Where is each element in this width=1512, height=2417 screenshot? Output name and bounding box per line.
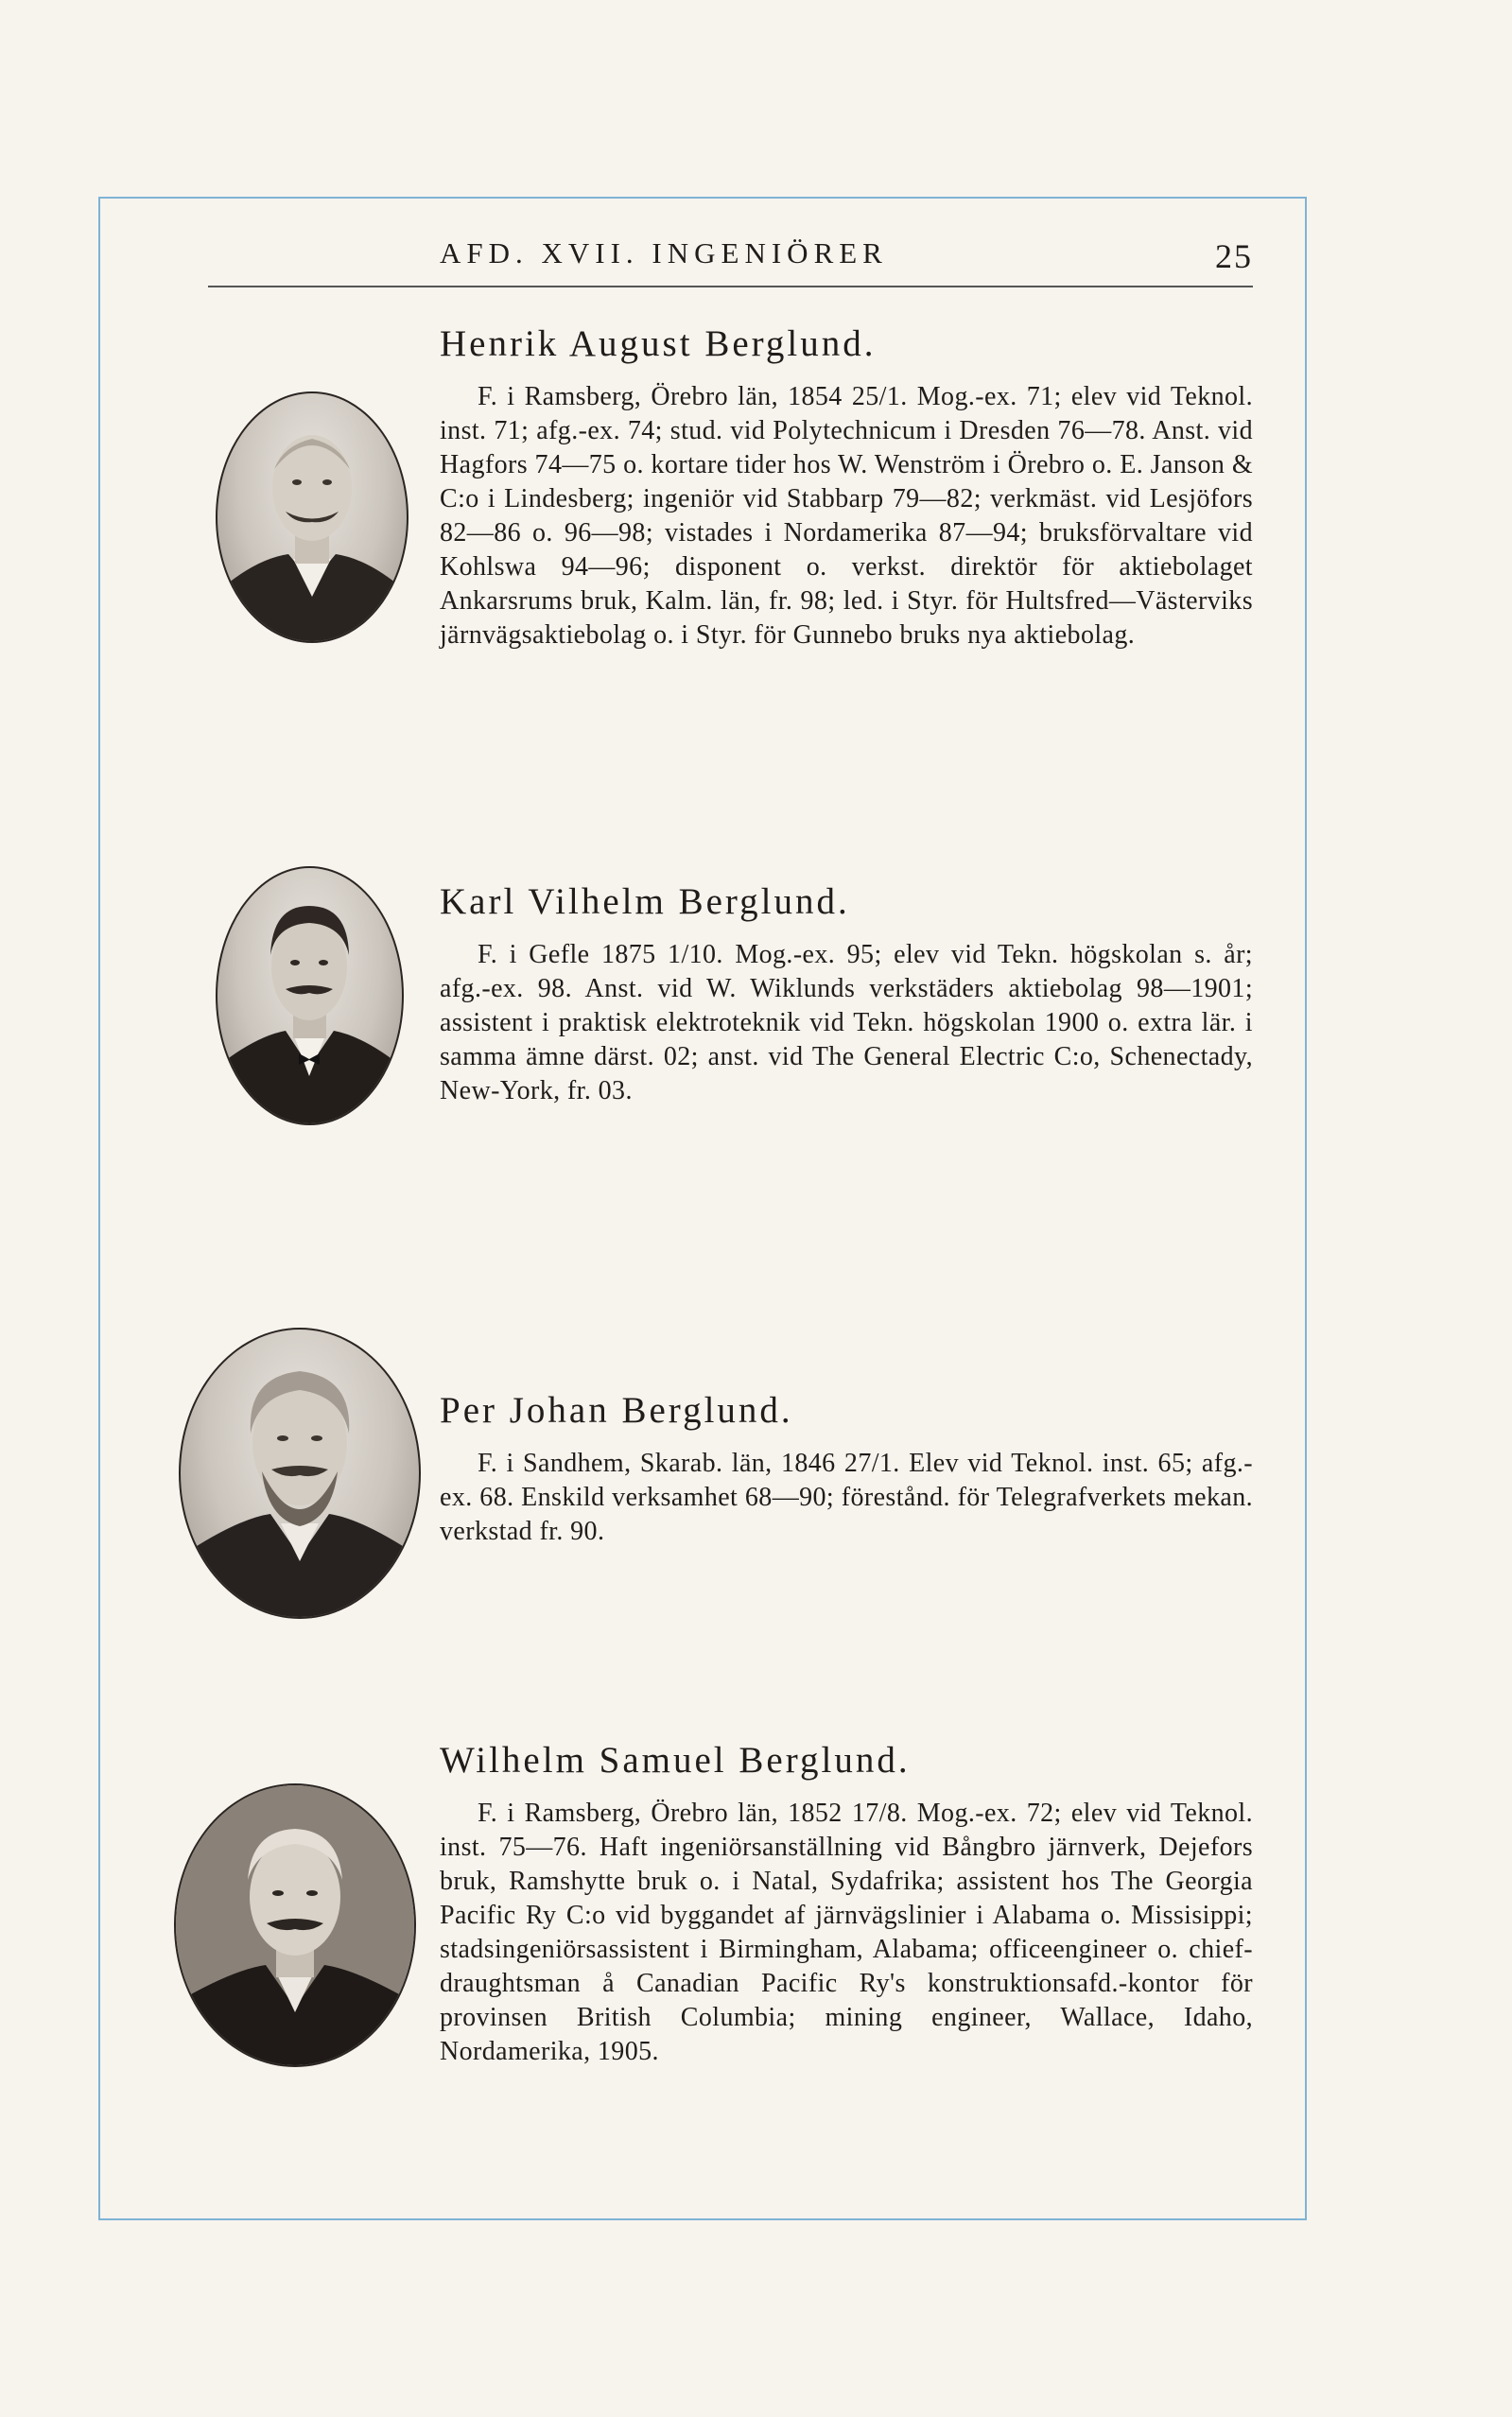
entry-wilhelm-samuel-berglund (440, 1736, 1253, 2069)
entry-bio: F. i Ramsberg, Örebro län, 1854 25/1. Mog.-ex. 71; elev vid Teknol. inst. 71; afg.-ex. 74; stud. vid Polytechnicum i Dresden 76—78. Anst. vid Hagfors 74—75 o. kortare tider hos W. Wenström i Örebro o. E. Janson & C:o i Lindesberg; ingeniör vid Stabbarp 79—82; verkmäst. vid Lesjöfors 82—86 o. 96—98; vistades i Nordamerika 87—94; bruksförvaltare vid Kohlswa 94—96; disponent o. verkst. direktör för aktiebolaget Ankarsrums bruk, Kalm. län, fr. 98; led. i Styr. för Hultsfred—Västerviks järnvägsaktiebolag o. i Styr. för Gunnebo bruks nya aktiebolag. (440, 382, 1253, 650)
entry-henrik-august-berglund (440, 320, 1253, 652)
entry-bio: F. i Gefle 1875 1/10. Mog.-ex. 95; elev vid Tekn. högskolan s. år; afg.-ex. 98. Anst. vid W. Wiklunds verkstäders aktiebolag 98—1901; assistent i praktisk elektroteknik vid Tekn. högskolan 1900 o. extra lär. i samma ämne därst. 02; anst. vid The General Electric C:o, Schenectady, New-York, fr. 03. (440, 940, 1253, 1105)
header-rule (208, 286, 1253, 287)
running-head-title: AFD. XVII. INGENIÖRER (440, 236, 888, 270)
entry-name: Wilhelm Samuel Berglund. (440, 1740, 911, 1781)
entry-bio: F. i Sandhem, Skarab. län, 1846 27/1. Elev vid Teknol. inst. 65; afg.-ex. 68. Enskild verksamhet 68—90; förestånd. för Telegrafverkets mekan. verkstad fr. 90. (440, 1449, 1253, 1546)
entry-name: Per Johan Berglund. (440, 1390, 793, 1431)
entry-per-johan-berglund (440, 1386, 1253, 1549)
portrait-wilhelm (174, 1783, 416, 2067)
entry-bio: F. i Ramsberg, Örebro län, 1852 17/8. Mog.-ex. 72; elev vid Teknol. inst. 75—76. Haft ingeniörsanställning vid Bångbro järnverk, Dejefors bruk, Ramshytte bruk o. i Natal, Sydafrika; assistent hos The Georgia Pacific Ry C:o vid byggandet af järnvägslinier i Alabama o. Missisippi; stadsingeniörsassistent i Birmingham, Alabama; officeengineer o. chief-draughtsman å Canadian Pacific Ry's konstruktionsafd.-kontor för provinsen British Columbia; mining engineer, Wallace, Idaho, Nordamerika, 1905. (440, 1799, 1253, 2066)
portrait-henrik (216, 391, 408, 643)
entry-name: Karl Vilhelm Berglund. (440, 881, 850, 922)
entry-karl-vilhelm-berglund (440, 878, 1253, 1108)
page-number: 25 (1215, 237, 1253, 275)
portrait-per (179, 1328, 421, 1619)
entry-name: Henrik August Berglund. (440, 323, 877, 364)
portrait-karl (216, 866, 404, 1125)
